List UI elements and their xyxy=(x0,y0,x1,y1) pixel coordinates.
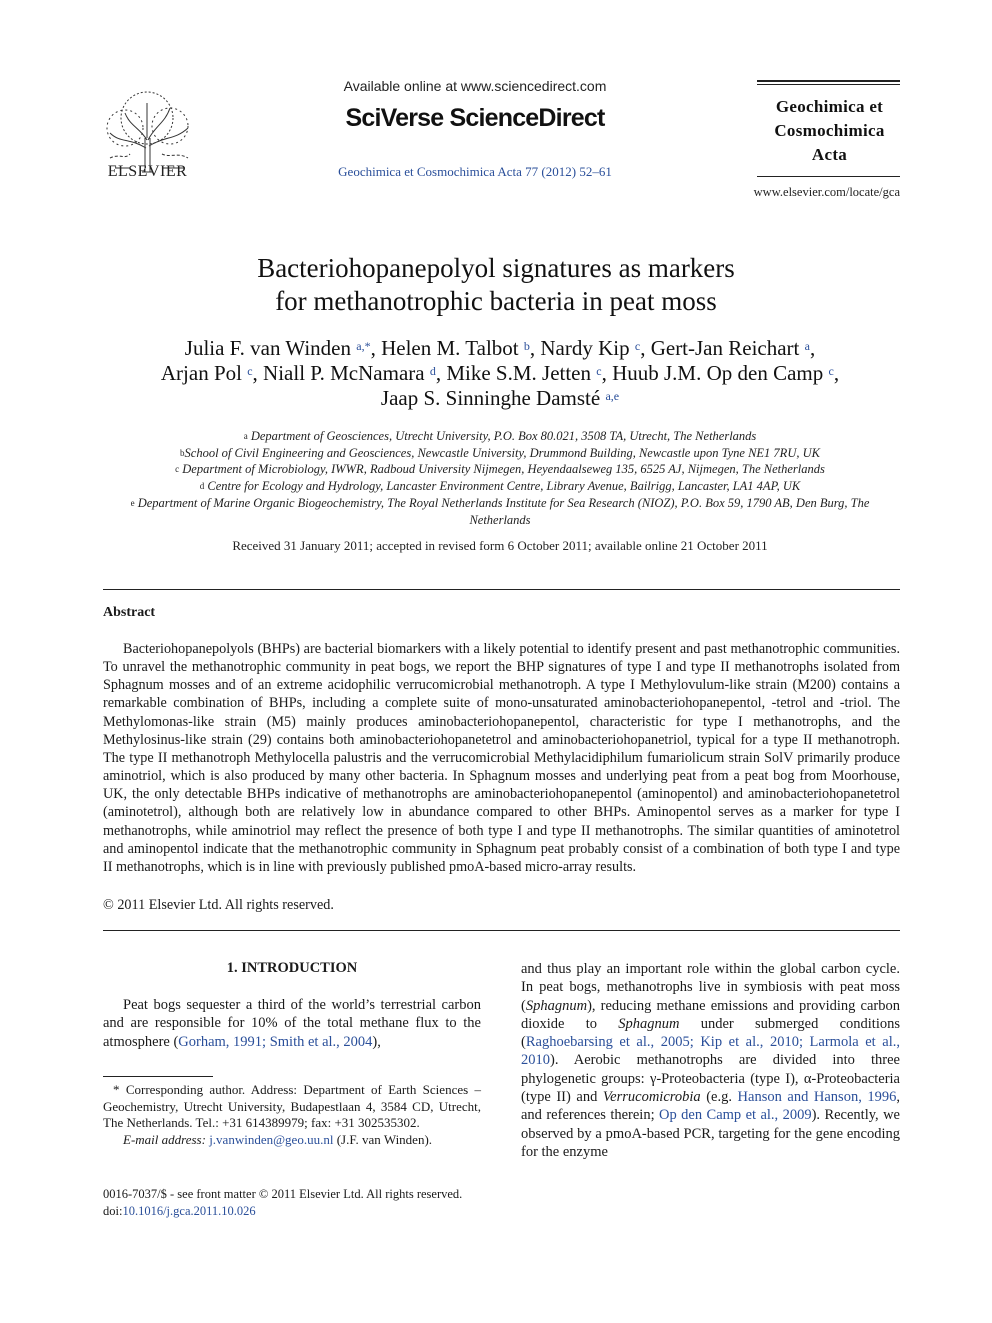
author-name: Nardy Kip xyxy=(540,336,630,360)
intro-paragraph-continued: and thus play an important role within the global carbon cycle. In peat bogs, methanotrophs live in symbiosis with peat moss (Sphagnum), reducing methane emissions and providing carbon dioxide to Sphagnum under submerged conditions (Raghoebarsing et al., 2005; Kip et al., 2010; Larmola et al., 2010). Aerobic methanotrophs are divided into three phylogenetic groups: γ-Proteobacteria (type I), α-Proteobacteria (type II) and Verrucomicrobia (e.g. Hanson and Hanson, 1996, and references therein; Op den Camp et al., 2009). Recently, we observed by a pmoA-based PCR, targeting for the gene encoding for the enzyme xyxy=(521,961,900,1160)
front-matter xyxy=(103,1186,462,1220)
affiliations xyxy=(100,428,900,528)
author-name: Niall P. McNamara xyxy=(263,361,425,385)
journal-url[interactable]: www.elsevier.com/locate/gca xyxy=(753,185,900,199)
doi-line: doi:10.1016/j.gca.2011.10.026 xyxy=(103,1204,256,1218)
affiliation: $^b$School of Civil Engineering and Geosciences, Newcastle University, Drummond Building, Newcastle upon Tyne NE1 7RU, UK xyxy=(180,445,820,460)
abstract-bottom-rule xyxy=(103,930,900,931)
affiliation: $^a$ Department of Geosciences, Utrecht University, P.O. Box 80.021, 3508 TA, Utrecht, The Netherlands xyxy=(243,429,757,443)
author-affil-marker[interactable]: a xyxy=(804,339,810,353)
platform-brand: SciVerse ScienceDirect xyxy=(345,104,605,132)
corresponding-author-text: * Corresponding author. Address: Department of Earth Sciences – Geochemistry, Utrecht University, Budapestlaan 4, 3584 CD, Utrecht, The Netherlands. Tel.: +31 614389979; fax: +31 302535302. xyxy=(103,1082,481,1130)
title-line: Bacteriohopanepolyol signatures as markers xyxy=(257,253,735,283)
author-name: Huub J.M. Op den Camp xyxy=(612,361,824,385)
title-line: for methanotrophic bacteria in peat moss xyxy=(275,286,717,316)
journal-name xyxy=(757,95,902,167)
footnote-rule xyxy=(103,1076,213,1077)
author-name: Gert-Jan Reichart xyxy=(650,336,800,360)
author-affil-marker[interactable]: a,* xyxy=(356,339,371,353)
citation-link[interactable]: Raghoebarsing et al., 2005; Kip et al., 2010; Larmola et al., 2010 xyxy=(521,1034,900,1069)
author-affil-marker[interactable]: c xyxy=(596,364,602,378)
author-affil-marker[interactable]: c xyxy=(247,364,253,378)
author-name: Arjan Pol xyxy=(160,361,242,385)
author-name: Jaap S. Sinninghe Damsté xyxy=(380,386,601,410)
email-link[interactable]: j.vanwinden@geo.uu.nl xyxy=(209,1131,334,1147)
affiliation: $^d$ Centre for Ecology and Hydrology, Lancaster Environment Centre, Library Avenue, Bailrigg, Lancaster, LA1 4AP, UK xyxy=(199,479,801,494)
abstract-copyright: © 2011 Elsevier Ltd. All rights reserved. xyxy=(103,897,334,913)
author-affil-marker[interactable]: a,e xyxy=(605,389,620,403)
author-affil-marker[interactable]: d xyxy=(429,364,436,378)
author-line xyxy=(100,386,900,411)
issn-line: 0016-7037/$ - see front matter © 2011 Elsevier Ltd. All rights reserved. xyxy=(103,1187,463,1201)
corresponding-author-footnote xyxy=(103,1082,481,1148)
available-online-text: Available online at www.sciencedirect.com xyxy=(343,78,607,94)
intro-paragraph-1: Peat bogs sequester a third of the world’s terrestrial carbon and are responsible for 10% of the total methane flux to the atmosphere (Gorham, 1991; Smith et al., 2004), xyxy=(103,997,481,1050)
affiliation: $^e$ Department of Marine Organic Biogeochemistry, The Royal Netherlands Institute for Sea Research (NIOZ), P.O. Box 59, 1790 AB, Den Burg, The Netherlands xyxy=(130,495,870,527)
doi-link[interactable]: 10.1016/j.gca.2011.10.026 xyxy=(122,1204,256,1218)
journal-citation-link[interactable]: Geochimica et Cosmochimica Acta 77 (2012) 52–61 xyxy=(338,164,612,179)
citation-link[interactable]: Gorham, 1991; Smith et al., 2004 xyxy=(178,1033,373,1050)
received-dates: Received 31 January 2011; accepted in revised form 6 October 2011; available online 21 October 2011 xyxy=(232,538,768,553)
publisher-name: ELSEVIER xyxy=(107,163,188,180)
author-name: Mike S.M. Jetten xyxy=(446,361,592,385)
author-affil-marker[interactable]: c xyxy=(634,339,641,353)
abstract-body: Bacteriohopanepolyols (BHPs) are bacterial biomarkers with a likely potential to identify present and past methanotrophic communities. To unravel the methanotrophic community in peat bogs, we report the BHP signatures of type I and type II methanotrophs isolated from Sphagnum mosses and of an extreme acidophilic verrucomicrobial methanotroph. A type I Methylovulum-like strain (M200) contains a remarkable combination of BHPs, including a complete suite of mono-unsaturated aminobacteriohopanepentol, -tetrol and -triol. The Methylomonas-like strain (M5) mainly produces aminobacteriohopanepentol, characteristic for type I methanotrophs, and the Methylosinus-like strain (29) contains both aminobacteriohopanetetrol and aminobacteriohopanetriol, typical for a type II methanotroph. The type II methanotroph Methylocella palustris and the verrucomicrobial Methylacidiphilum fumariolicum strain SolV primarily produce aminotriol, which is also produced by many other bacteria. In Sphagnum mosses and underlying peat from a peat bog from Moorhouse, UK, the only detectable BHPs indicative of methanotrophs are aminobacteriohopanepentol (aminopentol) and aminobacteriohopanetetrol (aminotetrol), although both are relatively low in abundance compared to other BHPs. Aminopentol serves as a marker for type I methanotrophs, while aminotriol may reflect the presence of both type I and type II methanotrophs. The similar quantities of aminotetrol and aminopentol indicate that the methanotrophic community in Sphagnum peat probably consist of a combination of both type I and type II methanotrophs, which is in line with previously published pmoA-based micro-array results. xyxy=(103,641,900,875)
author-affil-marker[interactable]: b xyxy=(523,339,530,353)
author-name: Helen M. Talbot xyxy=(381,336,519,360)
journal-name-line: Geochimica et xyxy=(775,97,884,116)
author-affil-marker[interactable]: c xyxy=(828,364,834,378)
journal-name-line: Cosmochimica xyxy=(774,121,885,140)
journal-name-line: Acta xyxy=(811,145,848,164)
author-line: Arjan Pol $^c$, Niall P. McNamara $^d$, Mike S.M. Jetten $^c$, Huub J.M. Op den Camp $^c$, xyxy=(160,361,840,385)
journal-box-top-rule-thin xyxy=(757,84,900,85)
article-title xyxy=(120,252,872,318)
citation-link[interactable]: Hanson and Hanson, 1996 xyxy=(737,1089,897,1106)
abstract-heading: Abstract xyxy=(103,605,156,620)
journal-box-top-rule xyxy=(757,80,900,82)
email-line: E-mail address: j.vanwinden@geo.uu.nl (J.F. van Winden). xyxy=(123,1131,433,1147)
abstract-top-rule xyxy=(103,589,900,590)
author-line: Julia F. van Winden $^{a,*}$, Helen M. Talbot $^b$, Nardy Kip $^c$, Gert-Jan Reichart $^a$, xyxy=(184,336,816,360)
author-list xyxy=(100,336,900,411)
section-heading-introduction: 1. INTRODUCTION xyxy=(226,960,358,976)
affiliation: $^c$ Department of Microbiology, IWWR, Radboud University Nijmegen, Heyendaalseweg 135, 6525 AJ, Nijmegen, The Netherlands xyxy=(175,462,825,477)
journal-box-bottom-rule xyxy=(757,176,900,177)
citation-link[interactable]: Op den Camp et al., 2009 xyxy=(659,1107,812,1124)
author-name: Julia F. van Winden xyxy=(184,336,352,360)
